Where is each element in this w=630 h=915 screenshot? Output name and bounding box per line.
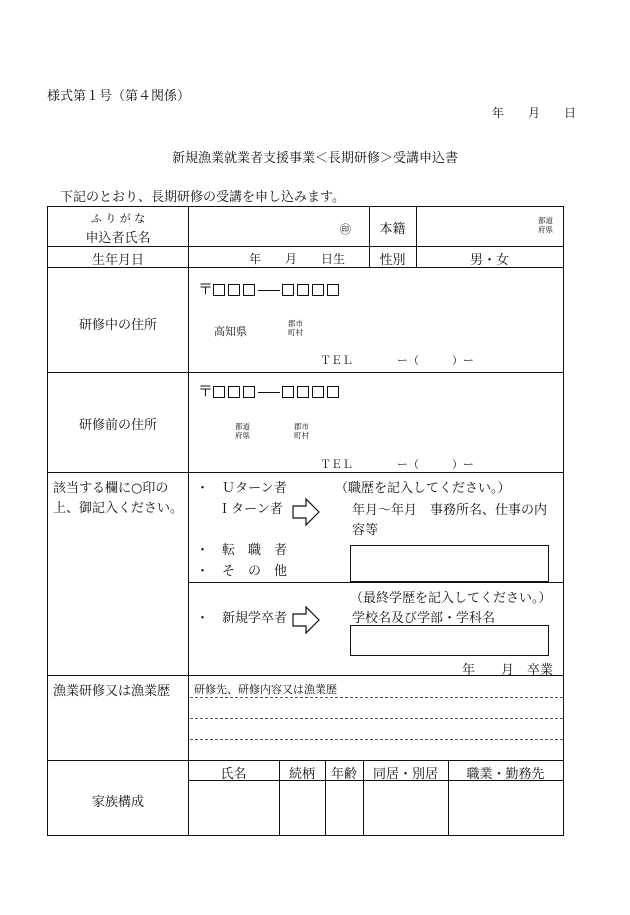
education-detail: 学校名及び学部・学科名 <box>352 611 496 626</box>
date-line: 年 月 日 <box>492 106 577 120</box>
seal-mark: ㊞ <box>340 223 351 236</box>
gender-label: 性別 <box>379 253 406 268</box>
birthdate-value: 年 月 日生 <box>249 252 346 266</box>
career-note: （職歴を記入してください。） <box>335 481 511 496</box>
career-input-box[interactable] <box>350 545 549 582</box>
education-note: （最終学歴を記入してください。） <box>350 591 552 606</box>
pref-suffix-before: 都道 府県 <box>235 422 250 440</box>
option-new-graduate: ・ 新規学卒者 <box>196 611 288 626</box>
training-detail: 研修先、研修内容又は漁業歴 <box>194 683 337 696</box>
applicable-label-2: 上、御記入ください。 <box>53 501 184 516</box>
intro-text: 下記のとおり、長期研修の受講を申し込みます。 <box>60 190 345 205</box>
postal-code-before: 〒 <box>198 380 342 401</box>
kochi-pref: 高知県 <box>214 325 247 338</box>
option-u-turn: ・ Ｕターン者 <box>196 481 287 496</box>
training-label: 漁業研修又は漁業歴 <box>53 684 171 699</box>
career-detail-2: 容等 <box>352 523 379 538</box>
family-col-cohabit: 同居・別居 <box>372 767 438 782</box>
option-job-change: ・ 転 職 者 <box>196 543 288 558</box>
graduation-date: 年 月 卒業 <box>462 663 554 678</box>
applicant-name-label: 申込者氏名 <box>85 231 151 246</box>
arrow-right-icon <box>292 605 320 635</box>
family-label: 家族構成 <box>91 795 144 810</box>
city-suffix-before: 郡市 町村 <box>294 422 309 440</box>
furigana-label: ふ り が な <box>90 212 146 225</box>
family-col-relation: 続柄 <box>288 767 315 782</box>
applicable-label-1: 該当する欄に○印の <box>53 481 169 496</box>
application-form <box>47 206 564 836</box>
option-i-turn: Ｉターン者 <box>218 502 283 517</box>
option-other: ・ そ の 他 <box>196 564 288 579</box>
postal-code-during: 〒 <box>198 278 342 299</box>
gender-value: 男・女 <box>469 253 509 268</box>
honseki-label: 本籍 <box>379 222 406 237</box>
family-col-age: 年齢 <box>330 767 357 782</box>
address-during-label: 研修中の住所 <box>78 318 157 333</box>
family-col-name: 氏名 <box>220 767 247 782</box>
family-col-occupation: 職業・勤務先 <box>466 767 545 782</box>
form-number: 様式第１号（第４関係） <box>47 89 191 104</box>
page-title: 新規漁業就業者支援事業＜長期研修＞受講申込書 <box>171 151 458 166</box>
arrow-right-icon <box>292 497 320 527</box>
pref-suffix: 都道 府県 <box>538 216 553 234</box>
birthdate-label: 生年月日 <box>91 253 144 268</box>
career-detail-1: 年月～年月 事務所名、仕事の内 <box>352 503 548 518</box>
tel-during: ＴＥＬ ー（ ）ー <box>320 354 474 367</box>
address-before-label: 研修前の住所 <box>78 418 157 433</box>
education-input-box[interactable] <box>350 625 549 656</box>
city-suffix-during: 郡市 町村 <box>288 319 303 337</box>
tel-before: ＴＥＬ ー（ ）ー <box>320 458 474 471</box>
